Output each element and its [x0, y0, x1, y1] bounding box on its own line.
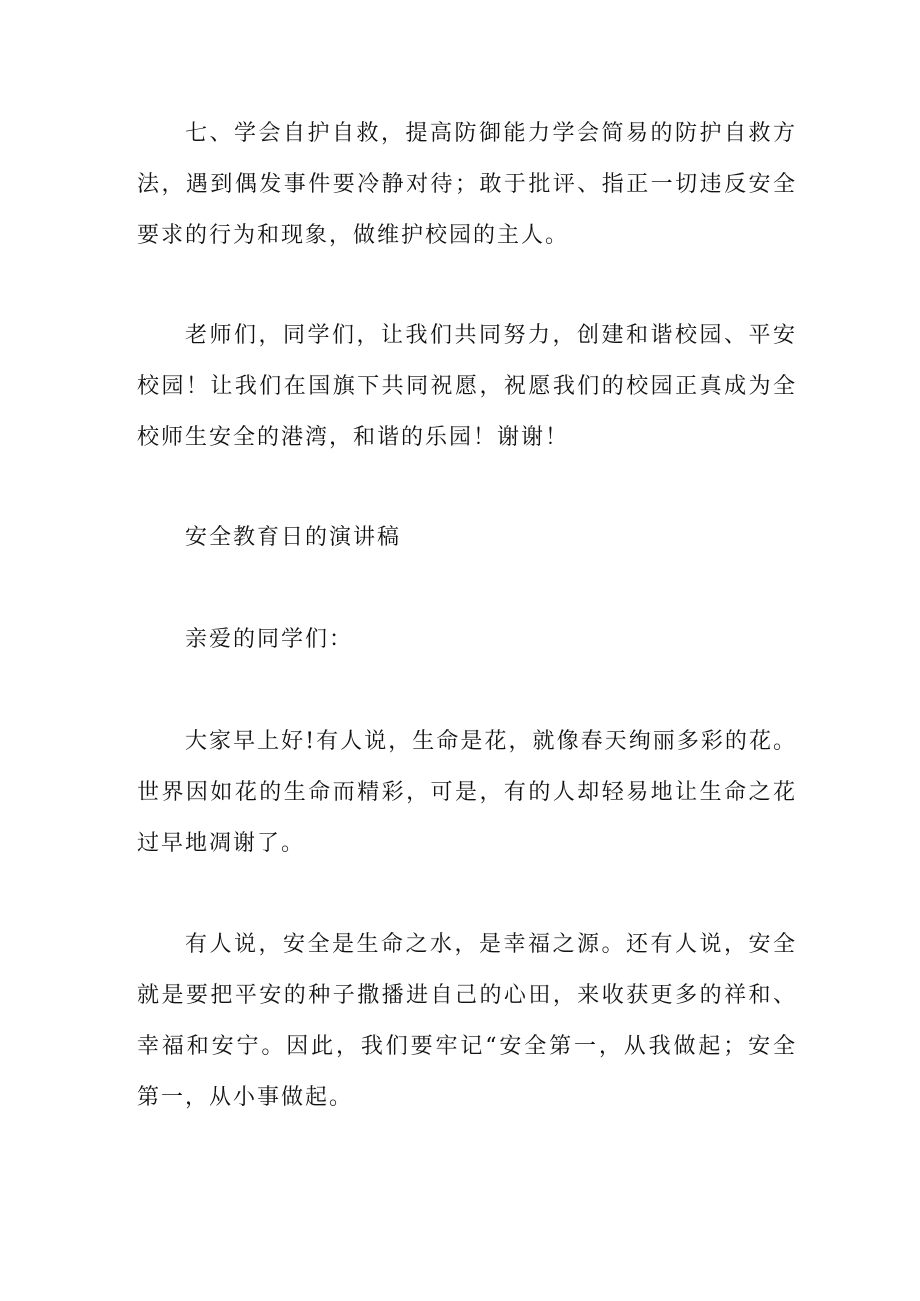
paragraph-safety-first: 有人说，安全是生命之水，是幸福之源。还有人说，安全就是要把平安的种子撒播进自己的心田，来收获更多的祥和、幸福和安宁。因此，我们要牢记“安全第一，从我做起；安全第一，从小事做起。 — [137, 932, 797, 1110]
paragraph-closing-wishes: 老师们，同学们，让我们共同努力，创建和谐校园、平安校园！让我们在国旗下共同祝愿，祝愿我们的校园正真成为全校师生安全的港湾，和谐的乐园！谢谢！ — [137, 323, 797, 450]
speech-title: 安全教育日的演讲稿 — [185, 525, 402, 550]
salutation: 亲爱的同学们： — [185, 627, 354, 652]
paragraph-self-protection: 七、学会自护自救，提高防御能力学会简易的防护自救方法，遇到偶发事件要冷静对待；敢于批评、指正一切违反安全要求的行为和现象，做维护校园的主人。 — [137, 121, 797, 248]
paragraph-greeting: 大家早上好!有人说，生命是花，就像春天绚丽多彩的花。世界因如花的生命而精彩，可是，有的人却轻易地让生命之花过早地凋谢了。 — [137, 729, 797, 856]
